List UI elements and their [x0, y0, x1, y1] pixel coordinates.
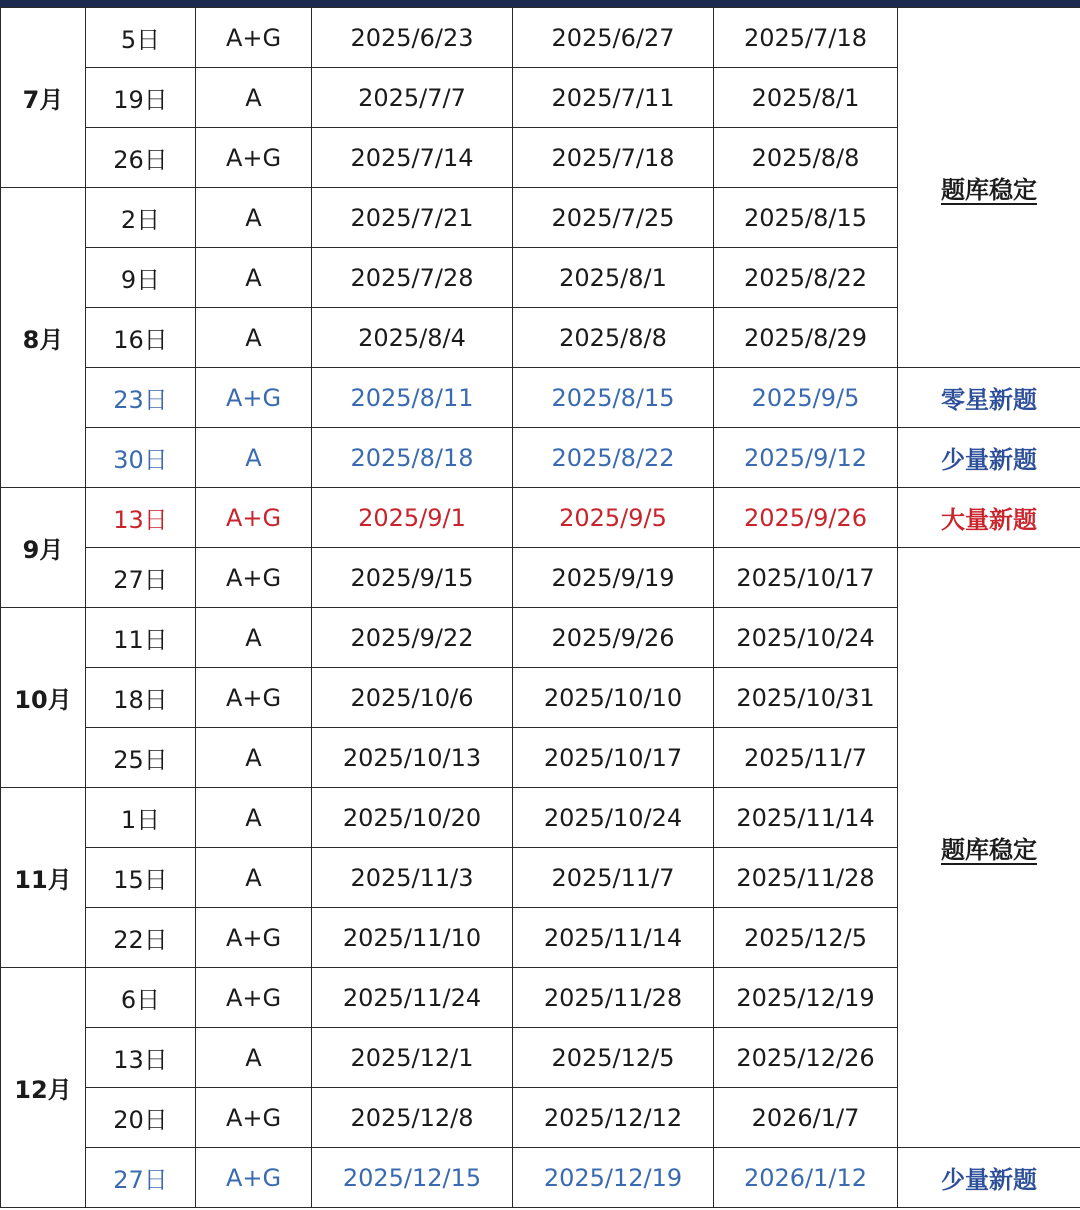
- date-cell-3: 2026/1/12: [714, 1148, 898, 1208]
- exam-schedule-table: [0, 7, 1080, 1208]
- exam-day-cell: 25日: [86, 728, 196, 788]
- date-cell-1: 2025/11/10: [312, 908, 513, 968]
- exam-day-cell: 11日: [86, 608, 196, 668]
- note-text: 题库稳定: [941, 836, 1037, 864]
- date-cell-3: 2025/8/15: [714, 188, 898, 248]
- exam-day-cell: 23日: [86, 368, 196, 428]
- note-text: 题库稳定: [941, 176, 1037, 204]
- exam-type-cell: A: [196, 248, 312, 308]
- month-cell-september: 9月: [1, 488, 86, 608]
- date-cell-1: 2025/7/28: [312, 248, 513, 308]
- date-cell-3: 2025/9/26: [714, 488, 898, 548]
- table-row: [1, 548, 1080, 608]
- date-cell-1: 2025/8/18: [312, 428, 513, 488]
- date-cell-2: 2025/8/22: [513, 428, 714, 488]
- date-cell-3: 2025/10/17: [714, 548, 898, 608]
- note-scattered-new-questions: 零星新题: [898, 368, 1080, 428]
- date-cell-1: 2025/12/8: [312, 1088, 513, 1148]
- date-cell-3: 2025/8/22: [714, 248, 898, 308]
- month-cell-august: 8月: [1, 188, 86, 488]
- table-row: [1, 1148, 1080, 1208]
- date-cell-2: 2025/11/7: [513, 848, 714, 908]
- exam-type-cell: A: [196, 788, 312, 848]
- exam-day-cell: 15日: [86, 848, 196, 908]
- note-question-bank-stable: [898, 8, 1080, 368]
- month-cell-december: 12月: [1, 968, 86, 1208]
- date-cell-3: 2025/12/19: [714, 968, 898, 1028]
- exam-day-cell: 9日: [86, 248, 196, 308]
- date-cell-1: 2025/9/1: [312, 488, 513, 548]
- exam-type-cell: A+G: [196, 908, 312, 968]
- date-cell-2: 2025/7/18: [513, 128, 714, 188]
- date-cell-2: 2025/8/15: [513, 368, 714, 428]
- date-cell-1: 2025/8/11: [312, 368, 513, 428]
- exam-type-cell: A+G: [196, 368, 312, 428]
- date-cell-1: 2025/8/4: [312, 308, 513, 368]
- month-cell-october: 10月: [1, 608, 86, 788]
- note-question-bank-stable: [898, 548, 1080, 1148]
- exam-type-cell: A+G: [196, 8, 312, 68]
- exam-type-cell: A+G: [196, 668, 312, 728]
- date-cell-2: 2025/10/10: [513, 668, 714, 728]
- exam-type-cell: A: [196, 608, 312, 668]
- date-cell-3: 2025/12/5: [714, 908, 898, 968]
- exam-day-cell: 30日: [86, 428, 196, 488]
- date-cell-1: 2025/10/20: [312, 788, 513, 848]
- exam-type-cell: A: [196, 1028, 312, 1088]
- exam-day-cell: 27日: [86, 548, 196, 608]
- note-few-new-questions: 少量新题: [898, 1148, 1080, 1208]
- date-cell-2: 2025/11/14: [513, 908, 714, 968]
- exam-day-cell: 26日: [86, 128, 196, 188]
- month-cell-november: 11月: [1, 788, 86, 968]
- exam-day-cell: 13日: [86, 488, 196, 548]
- date-cell-1: 2025/9/15: [312, 548, 513, 608]
- exam-type-cell: A+G: [196, 128, 312, 188]
- table-row: [1, 488, 1080, 548]
- date-cell-1: 2025/10/13: [312, 728, 513, 788]
- exam-type-cell: A: [196, 728, 312, 788]
- date-cell-3: 2025/11/14: [714, 788, 898, 848]
- exam-type-cell: A+G: [196, 1148, 312, 1208]
- exam-day-cell: 20日: [86, 1088, 196, 1148]
- date-cell-3: 2025/8/8: [714, 128, 898, 188]
- date-cell-3: 2025/10/24: [714, 608, 898, 668]
- exam-type-cell: A: [196, 428, 312, 488]
- exam-type-cell: A+G: [196, 548, 312, 608]
- exam-day-cell: 19日: [86, 68, 196, 128]
- date-cell-2: 2025/7/11: [513, 68, 714, 128]
- date-cell-3: 2025/12/26: [714, 1028, 898, 1088]
- date-cell-2: 2025/8/8: [513, 308, 714, 368]
- exam-day-cell: 1日: [86, 788, 196, 848]
- exam-day-cell: 22日: [86, 908, 196, 968]
- table-row: [1, 428, 1080, 488]
- date-cell-2: 2025/6/27: [513, 8, 714, 68]
- date-cell-1: 2025/12/1: [312, 1028, 513, 1088]
- date-cell-1: 2025/10/6: [312, 668, 513, 728]
- exam-type-cell: A+G: [196, 1088, 312, 1148]
- date-cell-3: 2025/10/31: [714, 668, 898, 728]
- date-cell-2: 2025/12/19: [513, 1148, 714, 1208]
- exam-type-cell: A+G: [196, 968, 312, 1028]
- date-cell-3: 2025/9/5: [714, 368, 898, 428]
- exam-type-cell: A: [196, 68, 312, 128]
- table-row: [1, 8, 1080, 68]
- date-cell-3: 2025/7/18: [714, 8, 898, 68]
- date-cell-3: 2025/9/12: [714, 428, 898, 488]
- date-cell-1: 2025/7/21: [312, 188, 513, 248]
- date-cell-3: 2025/8/1: [714, 68, 898, 128]
- date-cell-2: 2025/9/26: [513, 608, 714, 668]
- exam-day-cell: 2日: [86, 188, 196, 248]
- date-cell-3: 2025/11/7: [714, 728, 898, 788]
- date-cell-2: 2025/8/1: [513, 248, 714, 308]
- date-cell-3: 2025/11/28: [714, 848, 898, 908]
- date-cell-2: 2025/10/17: [513, 728, 714, 788]
- date-cell-2: 2025/12/5: [513, 1028, 714, 1088]
- date-cell-3: 2025/8/29: [714, 308, 898, 368]
- date-cell-2: 2025/7/25: [513, 188, 714, 248]
- date-cell-2: 2025/9/19: [513, 548, 714, 608]
- date-cell-1: 2025/7/14: [312, 128, 513, 188]
- date-cell-2: 2025/12/12: [513, 1088, 714, 1148]
- exam-day-cell: 27日: [86, 1148, 196, 1208]
- date-cell-1: 2025/11/3: [312, 848, 513, 908]
- date-cell-2: 2025/9/5: [513, 488, 714, 548]
- exam-type-cell: A: [196, 848, 312, 908]
- date-cell-2: 2025/11/28: [513, 968, 714, 1028]
- exam-day-cell: 16日: [86, 308, 196, 368]
- date-cell-1: 2025/6/23: [312, 8, 513, 68]
- note-few-new-questions: 少量新题: [898, 428, 1080, 488]
- exam-type-cell: A+G: [196, 488, 312, 548]
- date-cell-1: 2025/7/7: [312, 68, 513, 128]
- top-header-bar: [0, 0, 1080, 7]
- date-cell-1: 2025/11/24: [312, 968, 513, 1028]
- date-cell-1: 2025/12/15: [312, 1148, 513, 1208]
- exam-day-cell: 13日: [86, 1028, 196, 1088]
- date-cell-1: 2025/9/22: [312, 608, 513, 668]
- date-cell-2: 2025/10/24: [513, 788, 714, 848]
- date-cell-3: 2026/1/7: [714, 1088, 898, 1148]
- exam-type-cell: A: [196, 308, 312, 368]
- exam-day-cell: 6日: [86, 968, 196, 1028]
- note-many-new-questions: 大量新题: [898, 488, 1080, 548]
- exam-day-cell: 18日: [86, 668, 196, 728]
- exam-type-cell: A: [196, 188, 312, 248]
- table-row: [1, 368, 1080, 428]
- exam-day-cell: 5日: [86, 8, 196, 68]
- month-cell-july: 7月: [1, 8, 86, 188]
